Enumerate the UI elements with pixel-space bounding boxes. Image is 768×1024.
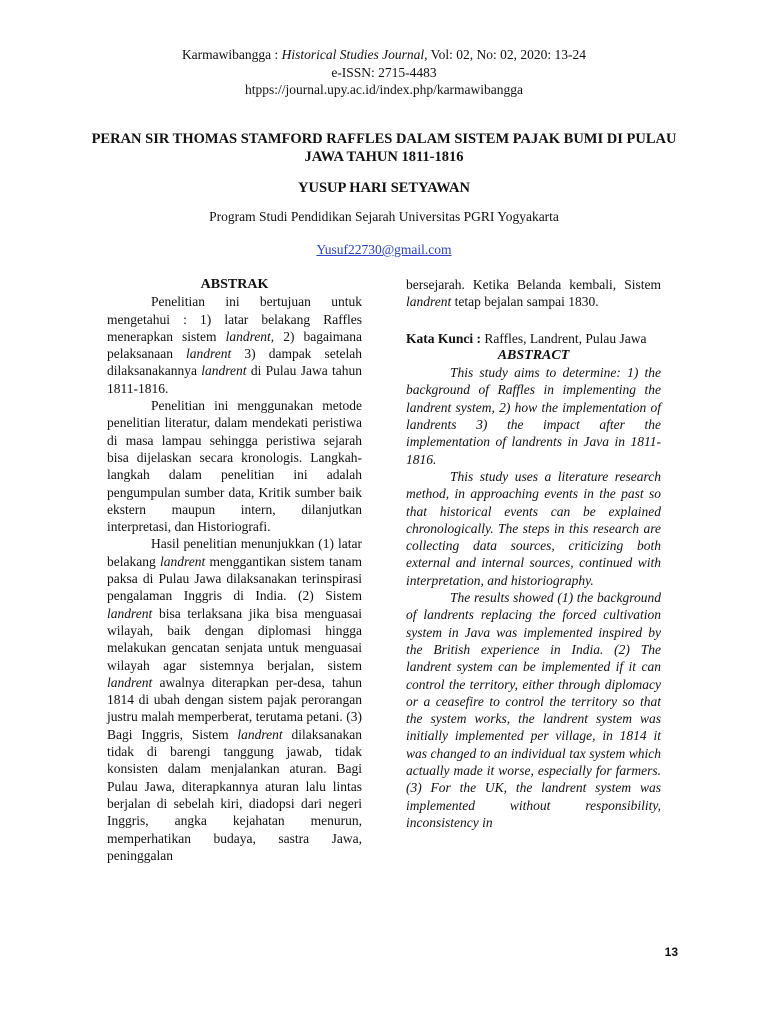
journal-citation-line (0, 46, 768, 64)
text-run: 3) dampak setelah dilaksanakannya (107, 346, 362, 379)
text-run: dilaksanakan tidak di barengi tanggung jawab, tidak konsisten dalam menjalankan aturan. Bagi Pulau Jawa, diterapkannya aturan lalu lintas berjalan di sebelah kiri, diadopsi dari negeri Inggris, angka kejahatan menurun, memperhatikan budaya, sastra Jawa, peninggalan (107, 726, 362, 863)
italic-term: landrent (107, 674, 153, 690)
text-run: bersejarah. Ketika Belanda kembali, Sistem (406, 277, 661, 292)
paper-author: YUSUP HARI SETYAWAN (298, 180, 470, 196)
journal-prefix: Karmawibangga : (181, 47, 282, 62)
italic-term: landrent (201, 363, 247, 379)
paper-title: PERAN SIR THOMAS STAMFORD RAFFLES DALAM SISTEM PAJAK BUMI DI PULAU JAWA TAHUN 1811-1816 (91, 131, 677, 165)
journal-volume: , Vol: 02, No: 02, 2020: 13-24 (424, 47, 587, 62)
journal-issn: e-ISSN: 2715-4483 (331, 64, 437, 80)
right-column (406, 276, 661, 831)
text-run: tetap bejalan sampai 1830. (451, 294, 599, 310)
abstract-paragraph-2: This study uses a literature research method, in approaching events in the past so that historical events can be explained chronologically. The steps in this research are collecting data sources, criticizing both external and internal sources, continued with interpretation, and historiography. (406, 468, 661, 588)
text-run: Penelitian ini bertujuan untuk mengetahui : 1) latar belakang Raffles menerapkan sistem (107, 294, 362, 344)
left-column (107, 276, 362, 864)
keywords-text: Raffles, Landrent, Pulau Jawa (481, 330, 647, 346)
journal-header (0, 46, 768, 99)
abstrak-paragraph-1 (107, 293, 362, 397)
text-run: 2) bagaimana pelaksanaan (107, 328, 362, 362)
abstract-paragraph-1: This study aims to determine: 1) the background of Raffles in implementing the landrent system, 2) how the implementation of landrents 3) the impact after the implementation of landrents in Java in 1811-1816. (406, 365, 661, 467)
abstrak-paragraph-2: Penelitian ini menggunakan metode penelitian literatur, dalam mendekati peristiwa di masa lampau sehingga peristiwa sejarah bisa dijelaskan secara kronologis. Langkah-langkah dalam penelitian ini adalah pengumpulan sumber data, Kritik sumber baik ekstern maupun intern, dilanjutkan interpretasi, dan Historiografi. (107, 398, 362, 535)
text-run: awalnya diterapkan per-desa, tahun 1814 di ubah dengan sistem pajak perorangan justru malah memperberat, terutama petani. (3) Bagi Inggris, Sistem (107, 674, 362, 742)
abstrak-paragraph-3-continued (406, 276, 661, 311)
abstrak-heading: ABSTRAK (200, 277, 269, 292)
keywords-label: Kata Kunci : (406, 330, 482, 346)
author-affiliation: Program Studi Pendidikan Sejarah Universitas PGRI Yogyakarta (209, 209, 559, 224)
text-run: Hasil penelitian menunjukkan (1) latar belakang (107, 536, 362, 569)
text-run: di Pulau Jawa tahun 1811-1816. (107, 363, 362, 396)
journal-url: htpps://journal.upy.ac.id/index.php/karmawibangga (244, 82, 524, 97)
italic-term: landrent, (225, 328, 275, 344)
text-run: bisa terlaksana jika bisa menguasai wilayah, baik dengan diplomasi hingga melakukan gencatan senjata untuk menguasai wilayah agar sistemnya berjalan, sistem (107, 605, 362, 673)
italic-term: landrent (186, 346, 232, 362)
italic-term: landrent (237, 726, 283, 742)
keywords (406, 330, 661, 347)
text-run: menggantikan sistem tanam paksa di Pulau Jawa dilaksanakan terinspirasi pengalaman Inggris di India. (2) Sistem (107, 553, 362, 604)
italic-term: landrent (160, 553, 206, 569)
italic-term: landrent (406, 294, 452, 310)
abstract-heading: ABSTRACT (497, 347, 570, 363)
abstrak-paragraph-3 (107, 535, 362, 864)
author-email (0, 242, 768, 258)
abstract-paragraph-3: The results showed (1) the background of landrents replacing the forced cultivation system in Java was implemented inspired by the British experience in India. (2) The landrent system can be implemented if it can control the territory, either through diplomacy or a ceasefire to control the territory so that the system works, the landrent system was initially implemented per village, in 1814 it was changed to an individual tax system which actually made it worse, especially for farmers. (3) For the UK, the landrent system was implemented without responsibility, inconsistency in (406, 590, 661, 830)
email-link[interactable]: Yusuf22730@gmail.com (316, 242, 452, 257)
page-number: 13 (664, 945, 678, 959)
journal-name: Historical Studies Journal (281, 47, 425, 62)
italic-term: landrent (107, 605, 153, 621)
